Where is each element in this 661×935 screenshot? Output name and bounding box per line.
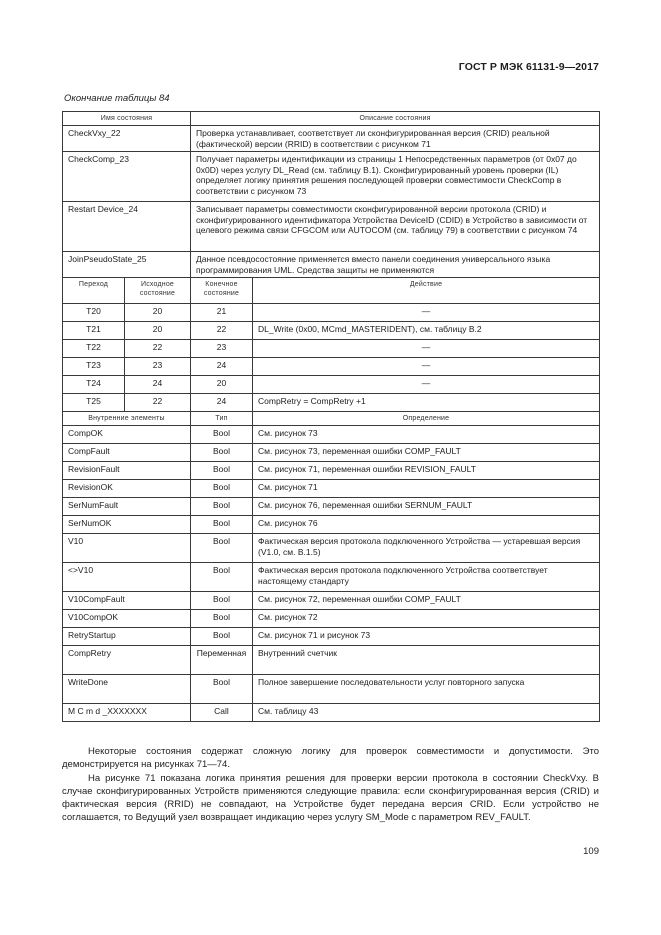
transition-action: — [253,340,600,358]
internal-element-row [63,462,600,480]
internal-element-name: WriteDone [63,675,191,704]
internal-element-type: Call [191,704,253,722]
internal-element-row [63,498,600,516]
internal-element-name: RevisionOK [63,480,191,498]
internal-element-name: CompOK [63,426,191,444]
internal-element-definition: Фактическая версия протокола подключенного Устройства — устаревшая версия (V1.0, см. В.1.5) [253,534,600,563]
internal-element-row [63,610,600,628]
internal-element-type: Bool [191,534,253,563]
state-name: CheckVxy_22 [63,126,191,152]
internal-element-definition: См. таблицу 43 [253,704,600,722]
internal-element-type: Bool [191,462,253,480]
states-header-row [63,112,600,126]
internal-element-name: M C m d _XXXXXXX [63,704,191,722]
transition-id: T24 [63,376,125,394]
state-name: JoinPseudoState_25 [63,252,191,278]
internal-element-definition: См. рисунок 72, переменная ошибки COMP_FAULT [253,592,600,610]
internal-element-definition: См. рисунок 73 [253,426,600,444]
source-state: 23 [125,358,191,376]
internal-element-definition: См. рисунок 71 и рисунок 73 [253,628,600,646]
state-description: Получает параметры идентификации из страницы 1 Непосредственных параметров (от 0x07 до 0x0D) через услугу DL_Read (см. таблицу В.1). Сконфигурированный уровень проверки (IL) определяет логику принятия решения последующей проверки совместимости CheckComp в соответствии с рисунком 73 [191,152,600,202]
state-description: Проверка устанавливает, соответствует ли сконфигурированная версия (CRID) реальной (фактической) версии (RRID) в соответствии с рисунком 71 [191,126,600,152]
state-machine-table [62,111,600,722]
source-state: 22 [125,394,191,412]
column-header: Описание состояния [191,112,600,126]
internal-element-definition: Полное завершение последовательности услуг повторного запуска [253,675,600,704]
internal-element-definition: См. рисунок 76, переменная ошибки SERNUM_FAULT [253,498,600,516]
transition-id: T20 [63,304,125,322]
transition-row [63,322,600,340]
state-name: Restart Device_24 [63,202,191,252]
internal-element-row [63,563,600,592]
internal-element-type: Bool [191,444,253,462]
internal-element-type: Bool [191,675,253,704]
target-state: 24 [191,358,253,376]
internal-element-definition: См. рисунок 71 [253,480,600,498]
internal-element-type: Bool [191,516,253,534]
document-code: ГОСТ Р МЭК 61131-9—2017 [458,61,599,73]
source-state: 20 [125,304,191,322]
state-description: Данное псевдосостояние применяется вместо панели соединения универсального языка программирования UML. Средства защиты не применяются [191,252,600,278]
internal-element-name: CompRetry [63,646,191,675]
column-header: Определение [253,412,600,426]
target-state: 23 [191,340,253,358]
transition-id: T23 [63,358,125,376]
internal-element-name: <>V10 [63,563,191,592]
transition-action: DL_Write (0x00, MCmd_MASTERIDENT), см. таблицу В.2 [253,322,600,340]
internal-element-name: RetryStartup [63,628,191,646]
column-header: Внутренние элементы [63,412,191,426]
internal-element-name: RevisionFault [63,462,191,480]
transition-id: T21 [63,322,125,340]
column-header: Тип [191,412,253,426]
internals-header-row [63,412,600,426]
internal-element-row [63,426,600,444]
transition-action: CompRetry = CompRetry +1 [253,394,600,412]
internal-element-definition: См. рисунок 73, переменная ошибки COMP_FAULT [253,444,600,462]
internal-element-type: Bool [191,563,253,592]
internal-element-row [63,534,600,563]
target-state: 21 [191,304,253,322]
internal-element-name: SerNumFault [63,498,191,516]
paragraph: Некоторые состояния содержат сложную логику для проверок совместимости и допустимости. Это демонстрируется на рисунках 71—74. [62,746,599,771]
transition-row [63,340,600,358]
state-row [63,252,600,278]
internal-element-type: Bool [191,592,253,610]
state-row [63,152,600,202]
body-text [62,745,599,825]
internal-element-row [63,704,600,722]
column-header: Конечное состояние [191,278,253,304]
internal-element-definition: См. рисунок 72 [253,610,600,628]
transition-id: T22 [63,340,125,358]
internal-element-type: Bool [191,628,253,646]
column-header: Имя состояния [63,112,191,126]
internal-element-row [63,628,600,646]
source-state: 20 [125,322,191,340]
target-state: 24 [191,394,253,412]
internal-element-definition: Внутренний счетчик [253,646,600,675]
internal-element-name: V10CompFault [63,592,191,610]
internal-element-definition: См. рисунок 71, переменная ошибки REVISION_FAULT [253,462,600,480]
internal-element-row [63,646,600,675]
state-name: CheckComp_23 [63,152,191,202]
state-row [63,126,600,152]
column-header: Исходное состояние [125,278,191,304]
state-row [63,202,600,252]
state-description: Записывает параметры совместимости сконфигурированной версии протокола (CRID) и сконфигурированного идентификатора Устройства DeviceID (CDID) в Устройство в зависимости от целевого режима связи CFGCOM или AUTOCOM (см. таблицу 79) в соответствии с рисунком 74 [191,202,600,252]
internal-element-row [63,592,600,610]
internal-element-row [63,480,600,498]
internal-element-name: V10CompOK [63,610,191,628]
target-state: 22 [191,322,253,340]
column-header: Действие [253,278,600,304]
transition-action: — [253,358,600,376]
internal-element-row [63,444,600,462]
page-number: 109 [583,846,599,857]
paragraph: На рисунке 71 показана логика принятия решения для проверки версии протокола в состоянии CheckVxy. В случае сконфигурированных Устройств применяются следующие правила: если сконфигурированная версия (CRID) и фактическая версия (RRID) не совпадают, на Устройстве будет передана версия CRID. Если устройство не соглашается, то Ведущий узел возвращает индикацию через услугу SM_Mode с параметром REV_FAULT. [62,772,599,824]
internal-element-type: Bool [191,426,253,444]
transition-row [63,376,600,394]
source-state: 24 [125,376,191,394]
internal-element-type: Bool [191,480,253,498]
internal-element-row [63,675,600,704]
internal-element-row [63,516,600,534]
internal-element-definition: См. рисунок 76 [253,516,600,534]
transitions-header-row [63,278,600,304]
internal-element-type: Bool [191,610,253,628]
target-state: 20 [191,376,253,394]
transition-id: T25 [63,394,125,412]
transition-action: — [253,376,600,394]
transition-row [63,358,600,376]
transition-row [63,394,600,412]
table-caption: Окончание таблицы 84 [64,93,170,104]
internal-element-name: CompFault [63,444,191,462]
internal-element-name: SerNumOK [63,516,191,534]
transition-action: — [253,304,600,322]
source-state: 22 [125,340,191,358]
column-header: Переход [63,278,125,304]
internal-element-name: V10 [63,534,191,563]
internal-element-type: Переменная [191,646,253,675]
internal-element-type: Bool [191,498,253,516]
internal-element-definition: Фактическая версия протокола подключенного Устройства соответствует настоящему стандарту [253,563,600,592]
transition-row [63,304,600,322]
